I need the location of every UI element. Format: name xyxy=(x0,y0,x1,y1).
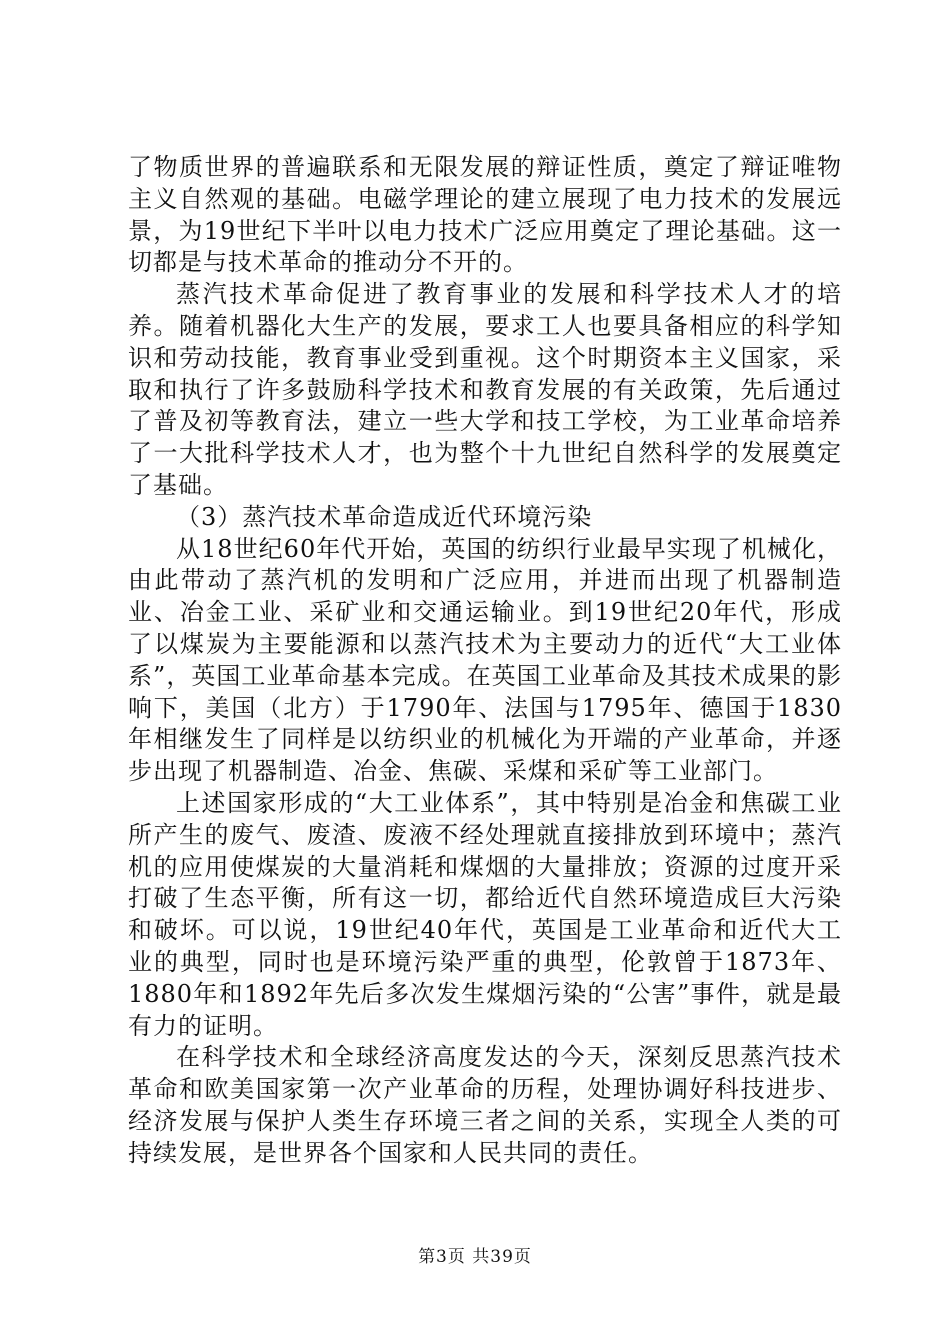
paragraph-conclusion: 在科学技术和全球经济高度发达的今天，深刻反思蒸汽技术革命和欧美国家第一次产业革命的历程，处理协调好科技进步、经济发展与保护人类生存环境三者之间的关系，实现全人类的可持续发展，是世界各个国家和人民共同的责任。 xyxy=(128,1043,842,1167)
document-body xyxy=(128,152,842,1170)
paragraph-continuation: 了物质世界的普遍联系和无限发展的辩证性质，奠定了辩证唯物主义自然观的基础。电磁学理论的建立展现了电力技术的发展远景，为19世纪下半叶以电力技术广泛应用奠定了理论基础。这一切都是与技术革命的推动分不开的。 xyxy=(128,153,842,277)
paragraph-industrial-revolution: 从18世纪60年代开始，英国的纺织行业最早实现了机械化，由此带动了蒸汽机的发明和广泛应用，并进而出现了机器制造业、冶金工业、采矿业和交通运输业。到19世纪20年代，形成了以煤炭为主要能源和以蒸汽技术为主要动力的近代“大工业体系”，英国工业革命基本完成。在英国工业革命及其技术成果的影响下，美国（北方）于1790年、法国与1795年、德国于1830年相继发生了同样是以纺织业的机械化为开端的产业革命，并逐步出现了机器制造、冶金、焦碳、采煤和采矿等工业部门。 xyxy=(128,534,842,786)
paragraph-education: 蒸汽技术革命促进了教育事业的发展和科学技术人才的培养。随着机器化大生产的发展，要求工人也要具备相应的科学知识和劳动技能，教育事业受到重视。这个时期资本主义国家，采取和执行了许多鼓励科学技术和教育发展的有关政策，先后通过了普及初等教育法，建立一些大学和技工学校，为工业革命培养了一大批科学技术人才，也为整个十九世纪自然科学的发展奠定了基础。 xyxy=(128,280,842,499)
section-heading: （3）蒸汽技术革命造成近代环境污染 xyxy=(176,502,593,531)
page-footer: 第3页 共39页 xyxy=(418,1247,532,1267)
paragraph-pollution: 上述国家形成的“大工业体系”，其中特别是冶金和焦碳工业所产生的废气、废渣、废液不经处理就直接排放到环境中；蒸汽机的应用使煤炭的大量消耗和煤烟的大量排放；资源的过度开采打破了生态平衡，所有这一切，都给近代自然环境造成巨大污染和破坏。可以说，19世纪40年代，英国是工业革命和近代大工业的典型，同时也是环境污染严重的典型，伦敦曾于1873年、1880年和1892年先后多次发生煤烟污染的“公害”事件，就是最有力的证明。 xyxy=(128,788,842,1040)
